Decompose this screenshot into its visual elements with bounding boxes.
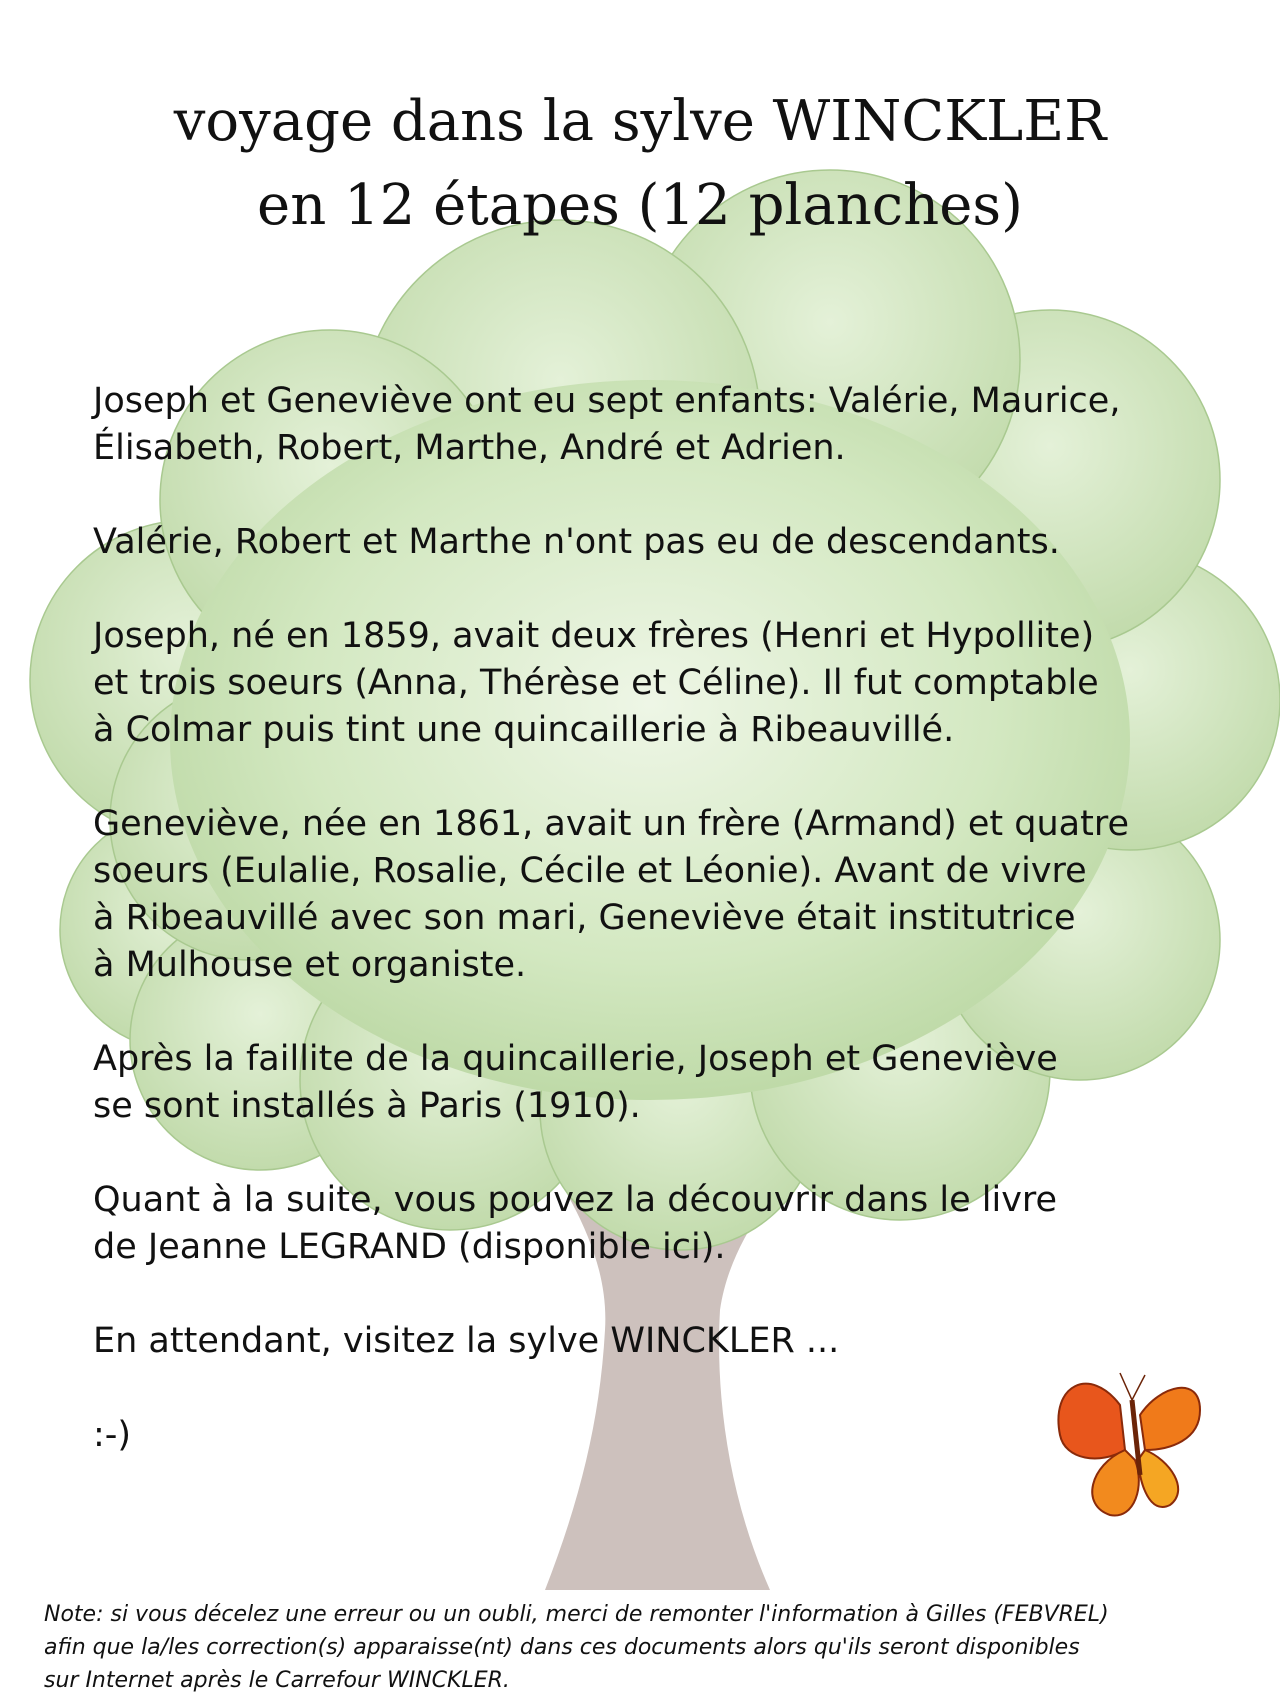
- paragraph-genevieve: Geneviève, née en 1861, avait un frère (Armand) et quatre soeurs (Eulalie, Rosalie, Cécile et Léonie). Avant de vivre à Ribeauvillé avec son mari, Geneviève était institutrice à Mulhouse et organiste.: [93, 804, 1130, 985]
- butterfly-icon: [1050, 1365, 1220, 1525]
- note-line-3: sur Internet après le Carrefour WINCKLER.: [44, 1668, 510, 1693]
- paragraph-visit: En attendant, visitez la sylve WINCKLER ...: [93, 1321, 840, 1361]
- paragraph-book: Quant à la suite, vous pouvez la découvrir dans le livre de Jeanne LEGRAND (disponible ici).: [93, 1180, 1058, 1267]
- title-line-1: voyage dans la sylve WINCKLER: [173, 89, 1107, 154]
- title-line-2: en 12 étapes (12 planches): [257, 173, 1023, 238]
- smiley: :-): [93, 1415, 132, 1455]
- paragraph-no-descendants: Valérie, Robert et Marthe n'ont pas eu de descendants.: [93, 522, 1060, 562]
- body-text: [93, 378, 1233, 1459]
- note-line-2: afin que la/les correction(s) apparaisse(nt) dans ces documents alors qu'ils seront disponibles: [44, 1635, 1080, 1660]
- page-title: [0, 80, 1280, 248]
- paragraph-joseph: Joseph, né en 1859, avait deux frères (Henri et Hypollite) et trois soeurs (Anna, Thérèse et Céline). Il fut comptable à Colmar puis tint une quincaillerie à Ribeauvillé.: [93, 616, 1099, 750]
- paragraph-paris: Après la faillite de la quincaillerie, Joseph et Geneviève se sont installés à Paris (1910).: [93, 1039, 1058, 1126]
- footer-note: [44, 1598, 1264, 1697]
- note-line-1: Note: si vous décelez une erreur ou un oubli, merci de remonter l'information à Gilles (FEBVREL): [44, 1602, 1109, 1627]
- paragraph-children: Joseph et Geneviève ont eu sept enfants: Valérie, Maurice, Élisabeth, Robert, Marthe, André et Adrien.: [93, 381, 1121, 468]
